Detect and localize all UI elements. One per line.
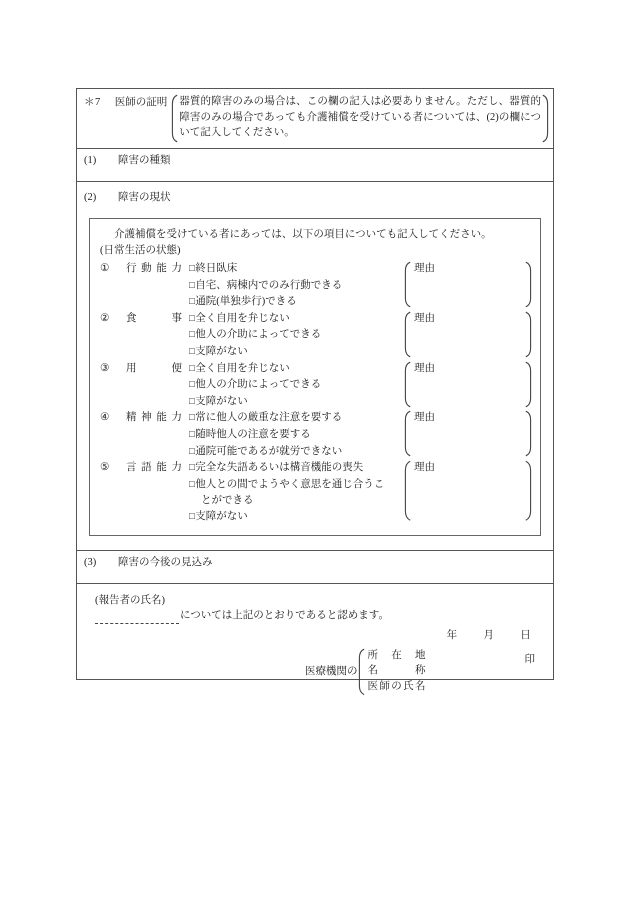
checkbox-option[interactable] [189,327,400,344]
bracket-left-icon [404,460,411,522]
reason-field[interactable]: 理由 [414,462,435,474]
checkbox-label: 他人の介助によってできる [195,329,322,341]
section-3-row [77,550,554,583]
signature-cell [77,583,554,692]
ability-options [182,311,400,361]
institution-name-label: 名 称 [367,665,426,677]
section-3-cell[interactable] [77,550,554,583]
checkbox-label: 全く自用を弁じない [195,312,290,324]
doctor-name-field[interactable] [368,679,426,694]
checkbox-option[interactable] [189,444,400,461]
bracket-left-icon [171,94,178,143]
medical-institution-block [87,648,543,696]
section-1-number: (1) [84,155,97,166]
ability-row [100,311,532,361]
checkbox-label: 完全な失語あるいは構音機能の喪失 [195,462,364,474]
checkbox-option[interactable] [189,427,400,444]
checkbox-label: 通院(単独歩行)できる [195,296,297,308]
checkbox-label: 通院可能であるが就労できない [195,445,343,457]
ability-row [100,261,532,311]
bracket-left-icon [404,311,411,358]
section-2-cell [77,182,554,551]
bracket-left-icon [404,261,411,308]
checkbox-option[interactable] [189,361,400,378]
ability-list [100,261,532,526]
header-label [84,94,167,111]
bracket-left-icon [358,648,365,696]
reason-bracket-group [404,410,532,457]
checkbox-option[interactable] [189,509,400,526]
checkbox-icon[interactable]: □ [189,413,195,424]
reason-field[interactable]: 理由 [414,312,435,324]
reason-field[interactable]: 理由 [414,412,435,424]
section-1-cell[interactable] [77,149,554,182]
ability-options [182,410,400,460]
checkbox-option[interactable] [189,377,400,394]
checkbox-option[interactable] [189,344,400,361]
checkbox-option[interactable] [189,394,400,411]
checkbox-label-continuation: とができる [201,495,254,507]
checkbox-icon[interactable]: □ [189,280,195,291]
bracket-right-icon [525,460,532,522]
checkbox-icon[interactable]: □ [189,297,195,308]
daily-life-status-box [89,218,541,536]
institution-name-field[interactable] [368,663,426,678]
checkbox-option[interactable] [189,477,400,494]
checkbox-option[interactable] [189,311,400,328]
ability-name: 言語能力 [126,462,182,474]
checkbox-label: 随時他人の注意を要する [195,428,311,440]
checkbox-icon[interactable]: □ [189,264,195,274]
ability-options [182,261,400,311]
reason-bracket-group [404,261,532,308]
checkbox-option[interactable] [189,410,400,427]
checkbox-icon[interactable]: □ [189,363,195,374]
checkbox-label: 他人との間でようやく意思を通じ合うこ [195,478,385,490]
form-header-row [77,89,554,149]
checkbox-label: 全く自用を弁じない [195,362,290,374]
ability-row [100,361,532,411]
section-2-row [77,182,554,551]
section-1-row [77,149,554,182]
reporter-name-label: (報告者の氏名) [95,594,165,606]
section-2-title: 障害の現状 [118,192,171,203]
bracket-left-icon [404,410,411,457]
checkbox-icon[interactable]: □ [189,380,195,391]
ability-options [182,460,400,525]
section-2-number: (2) [84,192,97,203]
checkbox-option[interactable] [189,460,400,477]
medical-certification-form [76,88,554,692]
header-marker: ＊7 [84,97,101,108]
ability-number: ④ [100,412,110,424]
checkbox-icon[interactable]: □ [189,429,195,440]
acceptance-text: については上記のとおりであると認めます。 [180,610,389,621]
date-day-label[interactable]: 日 [520,629,531,641]
ability-number: ⑤ [100,462,110,474]
medical-institution-label: 医療機関の [305,666,358,678]
date-line [87,628,543,644]
form-header-cell [77,89,554,149]
ability-options [182,361,400,411]
checkbox-icon[interactable]: □ [189,396,195,407]
medical-institution-fields [365,648,426,696]
ability-name: 行動能力 [126,263,182,274]
reporter-name-input[interactable] [95,612,179,624]
header-title: 医師の証明 [114,97,168,108]
ability-row [100,410,532,460]
checkbox-icon[interactable]: □ [189,463,195,474]
checkbox-label: 支障がない [195,395,248,407]
checkbox-label: 支障がない [195,345,248,357]
checkbox-option[interactable] [189,261,400,278]
header-note-text: 器質的障害のみの場合は、この欄の記入は必要ありません。ただし、器質的障害のみの場合であっても介護補償を受けている者については、(2)の欄について記入してください。 [179,96,541,138]
checkbox-icon[interactable]: □ [189,511,195,522]
section-3-number: (3) [84,556,97,568]
ability-number: ① [100,263,110,274]
ability-number: ③ [100,362,110,374]
reason-field[interactable]: 理由 [414,263,435,274]
bracket-right-icon [525,311,532,358]
ability-name: 食事 [126,312,182,324]
date-year-label[interactable]: 年 [446,629,458,641]
ability-number: ② [100,312,110,324]
acceptance-statement [87,608,543,624]
bracket-right-icon [525,261,532,308]
checkbox-icon[interactable]: □ [189,313,195,324]
bracket-left-icon [404,361,411,408]
checkbox-icon[interactable]: □ [189,446,195,457]
reason-field[interactable]: 理由 [414,362,435,374]
doctor-name-label: 医師の氏名 [367,680,426,692]
checkbox-label: 支障がない [195,510,248,522]
bracket-right-icon [542,94,549,143]
daily-life-intro-line1: 介護補償を受けている者にあっては、以下の項目についても記入してください。 [114,229,492,240]
section-3-title: 障害の今後の見込み [118,556,213,568]
checkbox-icon[interactable]: □ [189,330,195,341]
section-1-title: 障害の種類 [118,155,171,166]
bracket-right-icon [525,361,532,408]
reason-bracket-group [404,361,532,408]
checkbox-label: 常に他人の厳重な注意を要する [195,412,343,424]
seal-mark[interactable]: 印 [524,654,535,666]
checkbox-label: 終日臥床 [195,263,238,274]
checkbox-label: 他人の介助によってできる [195,379,322,391]
daily-life-intro-line2: (日常生活の状態) [100,245,181,256]
reason-bracket-group [404,311,532,358]
reason-bracket-group [404,460,532,522]
checkbox-option[interactable] [189,294,400,311]
ability-row [100,460,532,525]
header-note-bracket-group [171,94,549,143]
checkbox-option[interactable] [189,278,400,295]
checkbox-icon[interactable]: □ [189,479,195,490]
checkbox-icon[interactable]: □ [189,346,195,357]
signature-row [77,583,554,679]
date-month-label[interactable]: 月 [483,629,495,641]
ability-name: 精神能力 [126,412,182,424]
ability-name: 用便 [126,362,182,374]
checkbox-label: 自宅、病棟内でのみ行動できる [195,279,343,291]
institution-address-label: 所 在 地 [367,650,426,661]
institution-address-field[interactable] [368,648,426,663]
bracket-right-icon [525,410,532,457]
